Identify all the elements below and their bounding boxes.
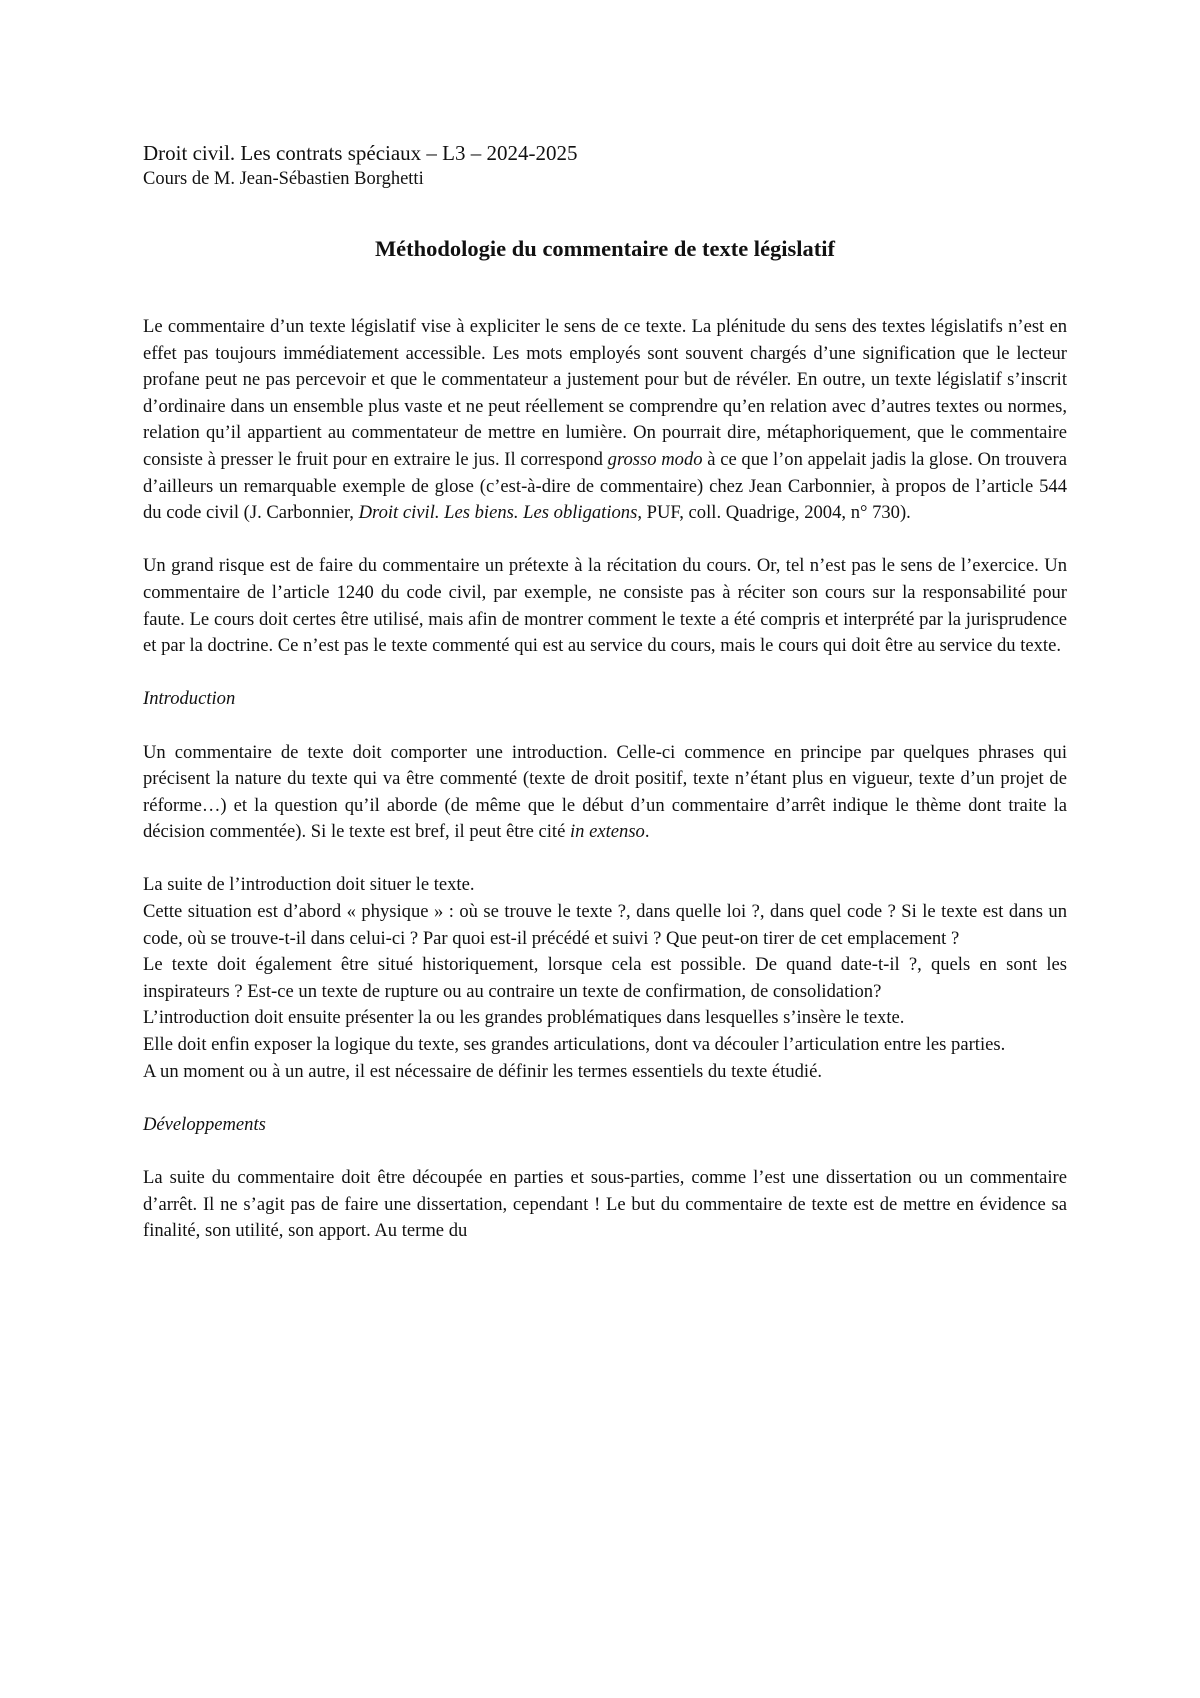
course-title: Droit civil. Les contrats spéciaux – L3 – 2024-2025 bbox=[143, 141, 578, 165]
italic-text: grosso modo bbox=[607, 448, 703, 470]
section-heading-introduction: Introduction bbox=[143, 688, 236, 710]
book-title: Droit civil. Les biens. Les obligations bbox=[358, 502, 638, 524]
text: Un commentaire de texte doit comporter une introduction. Celle-ci commence en principe par quelques phrases qui précisent la nature du texte qui va être commenté (texte de droit positif, texte n’étant plus en vigueur, texte d’un projet de réforme…) et la question qu’il aborde (de même que le début d’un commentaire d’arrêt indique le thème dont traite la décision commentée). Si le texte est bref, il peut être cité bbox=[143, 741, 1067, 843]
introduction-line: L’introduction doit ensuite présenter la ou les grandes problématiques dans lesquelles s’insère le texte. bbox=[143, 1007, 905, 1029]
paragraph-developpements-1: La suite du commentaire doit être découpée en parties et sous-parties, comme l’est une dissertation ou un commentaire d’arrêt. Il ne s’agit pas de faire une dissertation, cependant ! Le but du commentaire de texte est de mettre en évidence sa finalité, son utilité, son apport. Au terme du bbox=[143, 1167, 1067, 1242]
document-title: Méthodologie du commentaire de texte législatif bbox=[374, 236, 836, 261]
text: . bbox=[644, 821, 650, 843]
paragraph-introduction-1 bbox=[143, 740, 1067, 846]
document-page bbox=[143, 140, 1067, 1245]
introduction-line: Elle doit enfin exposer la logique du texte, ses grandes articulations, dont va découler l’articulation entre les parties. bbox=[143, 1034, 1006, 1056]
section-heading-developpements: Développements bbox=[143, 1113, 266, 1135]
text: Le commentaire d’un texte législatif vise à expliciter le sens de ce texte. La plénitude du sens des textes législatifs n’est en effet pas toujours immédiatement accessible. Les mots employés sont souvent chargés d’une signification que le lecteur profane peut ne pas percevoir et que le commentateur a justement pour but de révéler. En outre, un texte législatif s’inscrit d’ordinaire dans un ensemble plus vaste et ne peut réellement se comprendre qu’en relation avec d’autres textes ou normes, relation qu’il appartient au commentateur de mettre en lumière. On pourrait dire, métaphoriquement, que le commentaire consiste à presser le fruit pour en extraire le jus. Il correspond bbox=[143, 316, 1067, 470]
introduction-line: Le texte doit également être situé historiquement, lorsque cela est possible. De quand date-t-il ?, quels en sont les inspirateurs ? Est-ce un texte de rupture ou au contraire un texte de confirmation, de consolidation? bbox=[143, 954, 1067, 1002]
italic-text: in extenso bbox=[569, 821, 645, 843]
introduction-line: La suite de l’introduction doit situer le texte. bbox=[143, 874, 475, 896]
introduction-line: A un moment ou à un autre, il est nécessaire de définir les termes essentiels du texte étudié. bbox=[143, 1060, 822, 1082]
text: à ce que l’on appelait jadis la glose. On trouvera d’ailleurs un remarquable exemple de glose (c’est-à-dire de commentaire) chez Jean Carbonnier, à propos de l’article 544 du code civil (J. Carbonnier, bbox=[143, 448, 1067, 524]
teacher-line: Cours de M. Jean-Sébastien Borghetti bbox=[143, 169, 424, 189]
text: , PUF, coll. Quadrige, 2004, n° 730). bbox=[637, 502, 911, 524]
introduction-line: Cette situation est d’abord « physique » : où se trouve le texte ?, dans quelle loi ?, dans quel code ? Si le texte est dans un code, où se trouve-t-il dans celui-ci ? Par quoi est-il précédé et suivi ? Que peut-on tirer de cet emplacement ? bbox=[143, 901, 1067, 949]
paragraph-intro-1 bbox=[143, 314, 1067, 527]
paragraph-intro-2: Un grand risque est de faire du commentaire un prétexte à la récitation du cours. Or, tel n’est pas le sens de l’exercice. Un commentaire de l’article 1240 du code civil, par exemple, ne consiste pas à réciter son cours sur la responsabilité pour faute. Le cours doit certes être utilisé, mais afin de montrer comment le texte a été compris et interprété par la jurisprudence et par la doctrine. Ce n’est pas le texte commenté qui est au service du cours, mais le cours qui doit être au service du texte. bbox=[143, 555, 1067, 657]
